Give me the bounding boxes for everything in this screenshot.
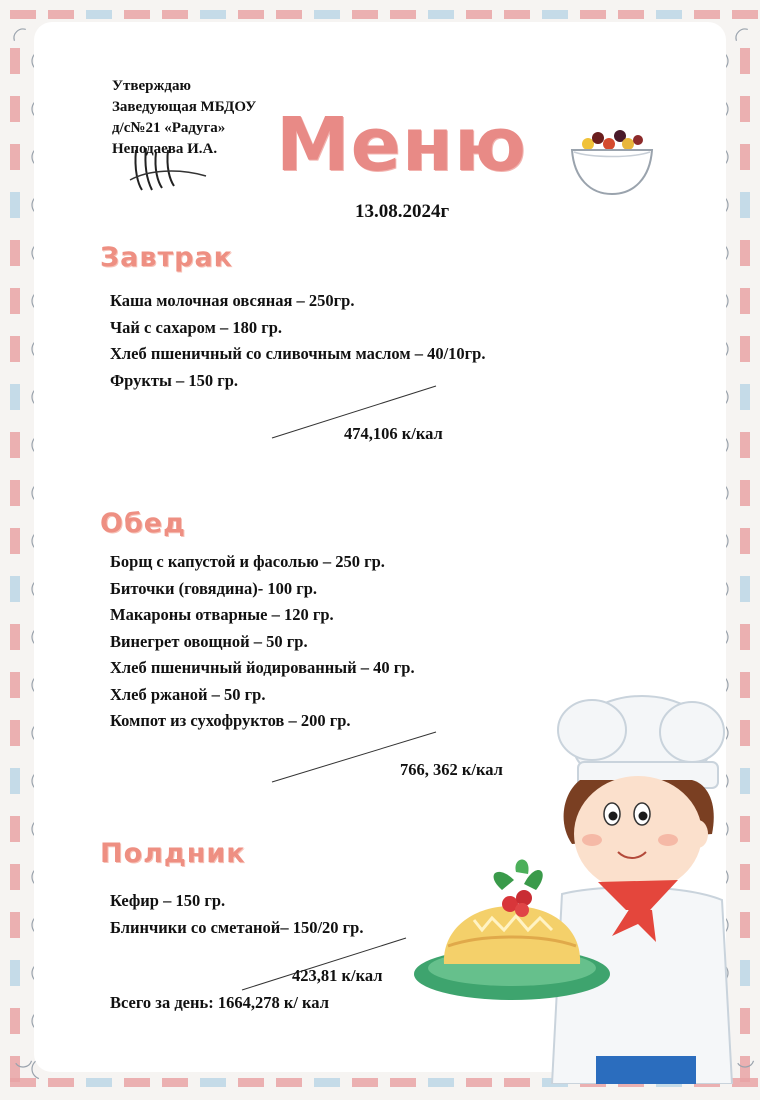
approval-line: Неподаева И.А. <box>112 141 218 157</box>
list-item: Винегрет овощной – 50 гр. <box>110 631 308 651</box>
list-item: Борщ с капустой и фасолью – 250 гр. <box>110 552 385 571</box>
list-item: Компот из сухофруктов – 200 гр. <box>110 711 351 730</box>
lunch-title: Обед <box>100 508 186 539</box>
list-item: Блинчики со сметаной– 150/20 гр. <box>110 917 364 937</box>
snack-kcal: 423,81 к/кал <box>292 966 383 985</box>
list-item: Кефир – 150 гр. <box>110 891 226 910</box>
list-item: Чай с сахаром – 180 гр. <box>110 317 283 337</box>
list-item: Каша молочная овсяная – 250гр. <box>110 291 355 310</box>
list-item: Хлеб ржаной – 50 гр. <box>110 684 266 704</box>
list-item: Хлеб пшеничный йодированный – 40 гр. <box>110 658 415 677</box>
approval-block <box>112 76 256 160</box>
approval-line: Заведующая МБДОУ <box>112 99 257 115</box>
list-item: Хлеб пшеничный со сливочным маслом – 40/10гр. <box>110 344 486 363</box>
list-item: Макароны отварные – 120 гр. <box>110 605 334 624</box>
lunch-kcal: 766, 362 к/кал <box>400 760 503 779</box>
list-item: Фрукты – 150 гр. <box>110 370 239 390</box>
list-item: Биточки (говядина)- 100 гр. <box>110 578 317 598</box>
lunch-list <box>110 549 415 735</box>
page-title: Меню <box>276 102 527 188</box>
breakfast-title: Завтрак <box>100 242 234 273</box>
approval-line: д/с№21 «Радуга» <box>112 120 226 136</box>
snack-title: Полдник <box>100 838 246 869</box>
daily-total: Всего за день: 1664,278 к/ кал <box>110 993 329 1012</box>
chef-illustration <box>412 684 752 1084</box>
breakfast-kcal: 474,106 к/кал <box>344 424 443 443</box>
menu-date: 13.08.2024г <box>355 201 450 222</box>
bowl-of-berries-icon <box>562 118 662 202</box>
approval-line: Утверждаю <box>112 78 191 94</box>
breakfast-list <box>110 288 485 394</box>
